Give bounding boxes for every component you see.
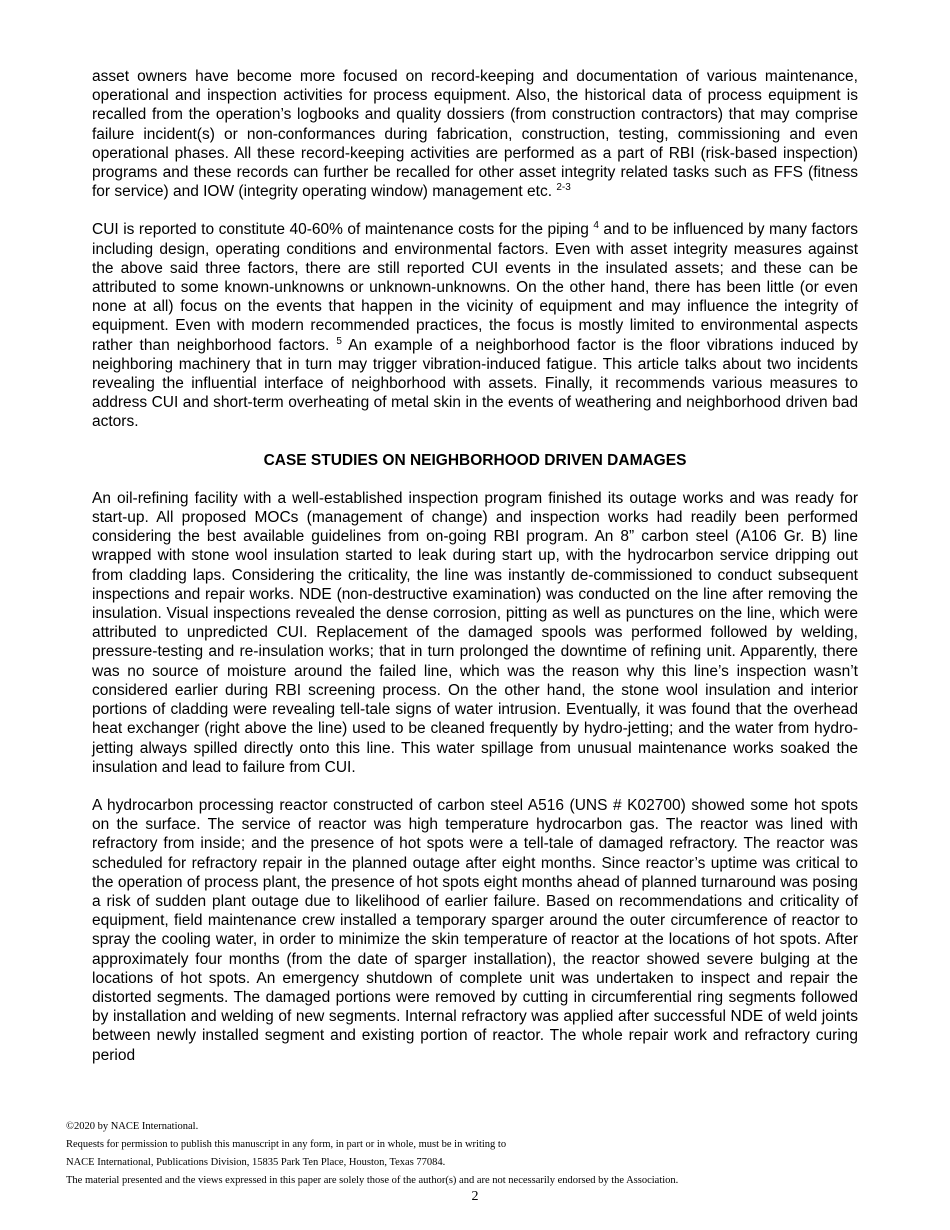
page-number: 2	[471, 1189, 479, 1204]
paragraph-case-study-2: A hydrocarbon processing reactor constructed of carbon steel A516 (UNS # K02700) showed some hot spots on the surface. The service of reactor was high temperature hydrocarbon gas. The reactor was lined with refractory from inside; and the presence of hot spots were a tell-tale of damaged refractory. The reactor was scheduled for refractory repair in the planned outage after eight months. Since reactor’s uptime was critical to the operation of process plant, the presence of hot spots eight months ahead of planned turnaround was posing a risk of sudden plant outage due to likelihood of earlier failure. Based on recommendations and criticality of equipment, field maintenance crew installed a temporary sparger around the outer circumference of reactor to spray the cooling water, in order to minimize the skin temperature of reactor at the locations of hot spots. After approximately four months (from the date of sparger installation), the reactor showed severe bulging at the locations of hot spots. An emergency shutdown of complete unit was undertaken to inspect and repair the distorted segments. The damaged portions were removed by cutting in circumferential ring segments followed by installation and welding of new segments. Internal refractory was applied after successful NDE of weld joints between newly installed segment and existing portion of reactor. The whole repair work and refractory curing period	[92, 796, 858, 1064]
footer-permission: Requests for permission to publish this manuscript in any form, in part or in whole, must be in writing to	[66, 1139, 507, 1150]
reference-2-3: 2-3	[556, 182, 571, 194]
article-body	[92, 67, 858, 1084]
reference-5: 5	[336, 335, 342, 347]
paragraph-case-study-1: An oil-refining facility with a well-established inspection program finished its outage works and was ready for start-up. All proposed MOCs (management of change) and inspection works had readily been performed considering the best available guidelines from on-going RBI program. An 8” carbon steel (A106 Gr. B) line wrapped with stone wool insulation started to leak during start up, with the hydrocarbon service dripping out from cladding laps. Considering the criticality, the line was instantly de-commissioned to conduct subsequent inspections and repair works. NDE (non-destructive examination) was conducted on the line after removing the insulation. Visual inspections revealed the dense corrosion, pitting as well as punctures on the line, which were attributed to unpredicted CUI. Replacement of the damaged spools was performed followed by welding, pressure-testing and re-insulation works; that in turn prolonged the downtime of refining unit. Apparently, there was no source of moisture around the failed line, which was the reason why this line’s inspection wasn’t considered earlier during RBI screening process. On the other hand, the stone wool insulation and interior portions of cladding were revealing tell-tale signs of water intrusion. Eventually, it was found that the overhead heat exchanger (right above the line) used to be cleaned frequently by hydro-jetting; and the water from hydro-jetting always spilled directly onto this line. This water spillage from unusual maintenance works soaked the insulation and lead to failure from CUI.	[92, 489, 858, 776]
footer-address: NACE International, Publications Division, 15835 Park Ten Place, Houston, Texas 77084.	[66, 1157, 446, 1168]
reference-4: 4	[593, 220, 599, 232]
footer-disclaimer: The material presented and the views expressed in this paper are solely those of the author(s) and are not necessarily endorsed by the Association.	[66, 1175, 679, 1186]
paragraph-cui-costs: CUI is reported to constitute 40-60% of maintenance costs for the piping $^4$ and to be influenced by many factors including design, operating conditions and environmental factors. Even with asset integrity measures against the above said three factors, there are still reported CUI events in the insulated assets; and these can be attributed to some known-unknowns or unknown-unknowns. On the other hand, there has been little (or even none at all) focus on the events that happen in the vicinity of equipment and may influence the integrity of equipment. Even with modern recommended practices, the focus is mostly limited to environmental aspects rather than neighborhood factors. $^5$ An example of a neighborhood factor is the floor vibrations induced by neighboring machinery that in turn may trigger vibration-induced fatigue. This article talks about two incidents revealing the influential interface of neighborhood with assets. Finally, it recommends various measures to address CUI and short-term overheating of metal skin in the events of weathering and neighborhood driven bad actors.	[92, 220, 858, 431]
paragraph-record-keeping: asset owners have become more focused on record-keeping and documentation of various maintenance, operational and inspection activities for process equipment. Also, the historical data of process equipment is recalled from the operation’s logbooks and quality dossiers (from construction contractors) that may comprise failure incident(s) or non-conformances during fabrication, construction, testing, commissioning and even operational phases. All these record-keeping activities are performed as a part of RBI (risk-based inspection) programs and these records can further be recalled for other asset integrity related tasks such as FFS (fitness for service) and IOW (integrity operating window) management etc. $^{2-3}$	[92, 68, 858, 201]
footer-copyright: ©2020 by NACE International.	[66, 1121, 199, 1132]
page-footer	[66, 1118, 886, 1190]
section-heading: CASE STUDIES ON NEIGHBORHOOD DRIVEN DAMAGES	[263, 451, 687, 469]
